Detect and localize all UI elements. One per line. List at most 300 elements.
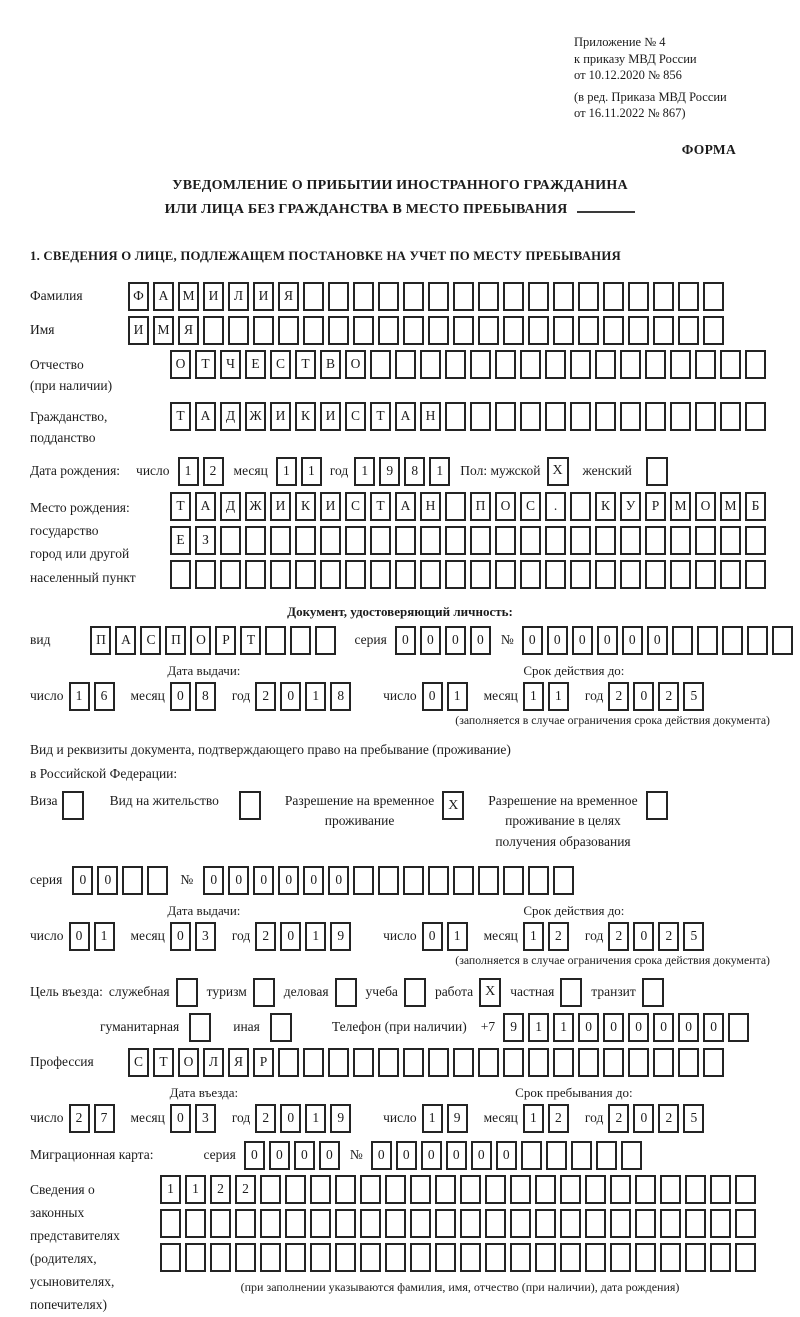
char-cell[interactable]: 2 [255, 922, 276, 951]
char-cell[interactable] [378, 866, 399, 895]
char-cell[interactable]: 9 [503, 1013, 524, 1042]
char-cell[interactable] [570, 526, 591, 555]
char-cell[interactable]: 1 [94, 922, 115, 951]
sex-male-checkbox[interactable]: X [547, 457, 569, 486]
char-cell[interactable]: 0 [203, 866, 224, 895]
char-cell[interactable] [360, 1209, 381, 1238]
char-cell[interactable] [653, 1048, 674, 1077]
char-cell[interactable]: Т [370, 492, 391, 521]
char-cell[interactable] [595, 402, 616, 431]
char-cell[interactable]: И [270, 402, 291, 431]
char-cell[interactable]: 2 [210, 1175, 231, 1204]
char-cell[interactable] [578, 1048, 599, 1077]
char-cell[interactable]: 5 [683, 1104, 704, 1133]
char-cell[interactable] [578, 316, 599, 345]
char-cell[interactable] [445, 492, 466, 521]
char-cell[interactable]: 0 [653, 1013, 674, 1042]
char-cell[interactable]: А [195, 492, 216, 521]
char-cell[interactable]: 2 [658, 1104, 679, 1133]
char-cell[interactable]: 2 [235, 1175, 256, 1204]
char-cell[interactable] [670, 526, 691, 555]
char-cell[interactable] [685, 1175, 706, 1204]
char-cell[interactable] [295, 526, 316, 555]
char-cell[interactable] [495, 560, 516, 589]
char-cell[interactable] [553, 1048, 574, 1077]
char-cell[interactable]: 0 [69, 922, 90, 951]
char-cell[interactable] [620, 350, 641, 379]
char-cell[interactable] [353, 866, 374, 895]
char-cell[interactable] [595, 526, 616, 555]
char-cell[interactable] [603, 1048, 624, 1077]
char-cell[interactable] [270, 560, 291, 589]
char-cell[interactable]: Е [170, 526, 191, 555]
char-cell[interactable]: 8 [404, 457, 425, 486]
char-cell[interactable]: 0 [294, 1141, 315, 1170]
char-cell[interactable] [395, 526, 416, 555]
char-cell[interactable] [695, 560, 716, 589]
char-cell[interactable] [445, 402, 466, 431]
char-cell[interactable] [453, 316, 474, 345]
char-cell[interactable] [585, 1175, 606, 1204]
char-cell[interactable] [478, 282, 499, 311]
char-cell[interactable] [571, 1141, 592, 1170]
char-cell[interactable]: И [253, 282, 274, 311]
char-cell[interactable]: 0 [628, 1013, 649, 1042]
char-cell[interactable]: С [128, 1048, 149, 1077]
char-cell[interactable] [245, 526, 266, 555]
char-cell[interactable]: К [295, 492, 316, 521]
char-cell[interactable]: Б [745, 492, 766, 521]
char-cell[interactable] [495, 402, 516, 431]
char-cell[interactable] [303, 316, 324, 345]
char-cell[interactable] [353, 316, 374, 345]
char-cell[interactable] [528, 866, 549, 895]
char-cell[interactable]: 2 [255, 1104, 276, 1133]
char-cell[interactable]: И [320, 492, 341, 521]
char-cell[interactable] [585, 1209, 606, 1238]
char-cell[interactable]: 0 [496, 1141, 517, 1170]
char-cell[interactable]: Л [203, 1048, 224, 1077]
char-cell[interactable]: Ф [128, 282, 149, 311]
char-cell[interactable] [553, 866, 574, 895]
char-cell[interactable] [435, 1243, 456, 1272]
char-cell[interactable] [328, 282, 349, 311]
char-cell[interactable] [345, 526, 366, 555]
char-cell[interactable]: 0 [280, 1104, 301, 1133]
char-cell[interactable] [570, 560, 591, 589]
char-cell[interactable] [315, 626, 336, 655]
visit-option-humanitarian-checkbox[interactable] [189, 1013, 211, 1042]
char-cell[interactable] [503, 866, 524, 895]
char-cell[interactable]: Н [420, 492, 441, 521]
char-cell[interactable]: 0 [170, 682, 191, 711]
char-cell[interactable] [335, 1175, 356, 1204]
char-cell[interactable]: Т [370, 402, 391, 431]
char-cell[interactable] [610, 1175, 631, 1204]
char-cell[interactable]: 1 [523, 682, 544, 711]
char-cell[interactable]: 0 [603, 1013, 624, 1042]
char-cell[interactable] [720, 350, 741, 379]
char-cell[interactable] [285, 1175, 306, 1204]
char-cell[interactable] [470, 350, 491, 379]
char-cell[interactable]: Т [170, 402, 191, 431]
option-temp-residence-education-checkbox[interactable] [646, 791, 668, 820]
char-cell[interactable]: И [270, 492, 291, 521]
char-cell[interactable]: П [165, 626, 186, 655]
char-cell[interactable] [210, 1209, 231, 1238]
char-cell[interactable]: 1 [301, 457, 322, 486]
char-cell[interactable] [520, 560, 541, 589]
char-cell[interactable] [453, 1048, 474, 1077]
char-cell[interactable] [470, 560, 491, 589]
char-cell[interactable]: 2 [658, 922, 679, 951]
char-cell[interactable] [335, 1243, 356, 1272]
char-cell[interactable]: З [195, 526, 216, 555]
char-cell[interactable]: 1 [553, 1013, 574, 1042]
char-cell[interactable] [628, 316, 649, 345]
char-cell[interactable]: 0 [244, 1141, 265, 1170]
char-cell[interactable] [495, 526, 516, 555]
char-cell[interactable] [510, 1209, 531, 1238]
char-cell[interactable] [635, 1209, 656, 1238]
char-cell[interactable] [310, 1243, 331, 1272]
char-cell[interactable] [320, 526, 341, 555]
char-cell[interactable]: 2 [548, 1104, 569, 1133]
char-cell[interactable] [147, 866, 168, 895]
char-cell[interactable]: 0 [170, 922, 191, 951]
char-cell[interactable]: Н [420, 402, 441, 431]
char-cell[interactable] [185, 1243, 206, 1272]
char-cell[interactable] [720, 560, 741, 589]
char-cell[interactable]: 0 [633, 922, 654, 951]
char-cell[interactable] [403, 316, 424, 345]
char-cell[interactable] [528, 282, 549, 311]
char-cell[interactable]: 0 [547, 626, 568, 655]
char-cell[interactable] [428, 866, 449, 895]
char-cell[interactable] [710, 1175, 731, 1204]
char-cell[interactable] [528, 316, 549, 345]
char-cell[interactable] [453, 866, 474, 895]
char-cell[interactable]: Е [245, 350, 266, 379]
char-cell[interactable]: Р [215, 626, 236, 655]
char-cell[interactable] [570, 492, 591, 521]
char-cell[interactable]: Т [170, 492, 191, 521]
char-cell[interactable] [596, 1141, 617, 1170]
char-cell[interactable] [595, 560, 616, 589]
char-cell[interactable] [410, 1209, 431, 1238]
char-cell[interactable] [320, 560, 341, 589]
char-cell[interactable] [697, 626, 718, 655]
char-cell[interactable] [645, 402, 666, 431]
char-cell[interactable]: 0 [280, 682, 301, 711]
char-cell[interactable] [578, 282, 599, 311]
char-cell[interactable] [278, 1048, 299, 1077]
char-cell[interactable]: Т [195, 350, 216, 379]
char-cell[interactable]: 0 [471, 1141, 492, 1170]
char-cell[interactable]: 0 [253, 866, 274, 895]
char-cell[interactable] [345, 560, 366, 589]
char-cell[interactable] [635, 1175, 656, 1204]
char-cell[interactable]: 1 [305, 1104, 326, 1133]
char-cell[interactable] [445, 350, 466, 379]
char-cell[interactable] [170, 560, 191, 589]
char-cell[interactable] [620, 402, 641, 431]
char-cell[interactable] [370, 560, 391, 589]
char-cell[interactable] [703, 1048, 724, 1077]
char-cell[interactable] [603, 316, 624, 345]
char-cell[interactable]: 9 [330, 1104, 351, 1133]
char-cell[interactable] [420, 350, 441, 379]
char-cell[interactable] [470, 526, 491, 555]
char-cell[interactable]: 1 [422, 1104, 443, 1133]
char-cell[interactable] [645, 526, 666, 555]
char-cell[interactable] [521, 1141, 542, 1170]
char-cell[interactable] [353, 1048, 374, 1077]
char-cell[interactable]: Я [228, 1048, 249, 1077]
char-cell[interactable]: Я [178, 316, 199, 345]
char-cell[interactable]: 3 [195, 922, 216, 951]
char-cell[interactable] [403, 282, 424, 311]
visit-option-commercial-checkbox[interactable] [335, 978, 357, 1007]
char-cell[interactable] [420, 560, 441, 589]
char-cell[interactable] [235, 1209, 256, 1238]
char-cell[interactable] [460, 1175, 481, 1204]
char-cell[interactable]: Ж [245, 492, 266, 521]
char-cell[interactable]: 1 [523, 922, 544, 951]
char-cell[interactable] [703, 316, 724, 345]
char-cell[interactable] [285, 1209, 306, 1238]
char-cell[interactable]: 2 [69, 1104, 90, 1133]
char-cell[interactable] [685, 1209, 706, 1238]
char-cell[interactable]: 8 [195, 682, 216, 711]
char-cell[interactable] [485, 1175, 506, 1204]
char-cell[interactable]: Т [295, 350, 316, 379]
char-cell[interactable] [378, 282, 399, 311]
char-cell[interactable]: П [470, 492, 491, 521]
char-cell[interactable] [185, 1209, 206, 1238]
char-cell[interactable] [728, 1013, 749, 1042]
char-cell[interactable]: 0 [522, 626, 543, 655]
char-cell[interactable] [235, 1243, 256, 1272]
char-cell[interactable]: 0 [396, 1141, 417, 1170]
char-cell[interactable] [503, 282, 524, 311]
char-cell[interactable]: 0 [371, 1141, 392, 1170]
char-cell[interactable] [620, 560, 641, 589]
char-cell[interactable] [735, 1175, 756, 1204]
char-cell[interactable] [478, 1048, 499, 1077]
visit-option-private-checkbox[interactable] [560, 978, 582, 1007]
char-cell[interactable]: 0 [269, 1141, 290, 1170]
char-cell[interactable]: 2 [203, 457, 224, 486]
char-cell[interactable]: Т [240, 626, 261, 655]
char-cell[interactable] [478, 866, 499, 895]
char-cell[interactable]: М [178, 282, 199, 311]
char-cell[interactable] [403, 866, 424, 895]
char-cell[interactable] [303, 282, 324, 311]
char-cell[interactable] [395, 560, 416, 589]
char-cell[interactable]: Р [645, 492, 666, 521]
visit-option-transit-checkbox[interactable] [642, 978, 664, 1007]
char-cell[interactable] [495, 350, 516, 379]
char-cell[interactable] [595, 350, 616, 379]
char-cell[interactable] [210, 1243, 231, 1272]
char-cell[interactable] [328, 316, 349, 345]
char-cell[interactable]: О [495, 492, 516, 521]
char-cell[interactable] [503, 1048, 524, 1077]
char-cell[interactable]: 1 [305, 682, 326, 711]
char-cell[interactable] [435, 1209, 456, 1238]
char-cell[interactable]: А [153, 282, 174, 311]
char-cell[interactable]: О [178, 1048, 199, 1077]
char-cell[interactable] [253, 316, 274, 345]
char-cell[interactable]: 6 [94, 682, 115, 711]
char-cell[interactable]: 5 [683, 922, 704, 951]
char-cell[interactable] [410, 1175, 431, 1204]
char-cell[interactable]: 8 [330, 682, 351, 711]
char-cell[interactable] [385, 1175, 406, 1204]
char-cell[interactable] [428, 282, 449, 311]
char-cell[interactable] [670, 560, 691, 589]
char-cell[interactable]: И [128, 316, 149, 345]
char-cell[interactable] [535, 1243, 556, 1272]
char-cell[interactable]: 0 [633, 682, 654, 711]
char-cell[interactable]: 1 [447, 922, 468, 951]
char-cell[interactable]: А [395, 402, 416, 431]
char-cell[interactable] [628, 1048, 649, 1077]
char-cell[interactable]: М [670, 492, 691, 521]
char-cell[interactable] [720, 526, 741, 555]
char-cell[interactable] [220, 526, 241, 555]
char-cell[interactable]: 9 [379, 457, 400, 486]
char-cell[interactable]: 0 [328, 866, 349, 895]
char-cell[interactable]: 1 [523, 1104, 544, 1133]
char-cell[interactable]: 0 [420, 626, 441, 655]
char-cell[interactable]: 1 [185, 1175, 206, 1204]
char-cell[interactable] [678, 316, 699, 345]
char-cell[interactable]: 9 [447, 1104, 468, 1133]
visit-option-work-checkbox[interactable]: X [479, 978, 501, 1007]
char-cell[interactable] [470, 402, 491, 431]
char-cell[interactable] [478, 316, 499, 345]
char-cell[interactable]: 0 [280, 922, 301, 951]
char-cell[interactable]: О [345, 350, 366, 379]
char-cell[interactable] [510, 1243, 531, 1272]
char-cell[interactable]: 1 [429, 457, 450, 486]
char-cell[interactable] [528, 1048, 549, 1077]
char-cell[interactable] [560, 1243, 581, 1272]
char-cell[interactable] [672, 626, 693, 655]
char-cell[interactable]: 2 [608, 1104, 629, 1133]
char-cell[interactable]: М [153, 316, 174, 345]
char-cell[interactable] [353, 282, 374, 311]
char-cell[interactable] [720, 402, 741, 431]
char-cell[interactable]: 0 [170, 1104, 191, 1133]
char-cell[interactable] [160, 1243, 181, 1272]
char-cell[interactable]: И [203, 282, 224, 311]
char-cell[interactable]: А [195, 402, 216, 431]
char-cell[interactable] [620, 526, 641, 555]
char-cell[interactable] [628, 282, 649, 311]
char-cell[interactable]: 1 [528, 1013, 549, 1042]
char-cell[interactable] [745, 560, 766, 589]
char-cell[interactable]: О [170, 350, 191, 379]
char-cell[interactable]: Р [253, 1048, 274, 1077]
char-cell[interactable] [385, 1209, 406, 1238]
char-cell[interactable] [245, 560, 266, 589]
char-cell[interactable] [260, 1175, 281, 1204]
char-cell[interactable]: 1 [69, 682, 90, 711]
char-cell[interactable] [260, 1209, 281, 1238]
char-cell[interactable] [745, 350, 766, 379]
option-residence-permit-checkbox[interactable] [239, 791, 261, 820]
char-cell[interactable] [228, 316, 249, 345]
char-cell[interactable] [610, 1209, 631, 1238]
char-cell[interactable]: 0 [422, 682, 443, 711]
char-cell[interactable]: С [520, 492, 541, 521]
char-cell[interactable] [310, 1209, 331, 1238]
char-cell[interactable] [278, 316, 299, 345]
char-cell[interactable] [428, 1048, 449, 1077]
char-cell[interactable]: П [90, 626, 111, 655]
char-cell[interactable] [747, 626, 768, 655]
char-cell[interactable]: 9 [330, 922, 351, 951]
char-cell[interactable] [328, 1048, 349, 1077]
char-cell[interactable]: А [395, 492, 416, 521]
char-cell[interactable]: С [270, 350, 291, 379]
char-cell[interactable]: О [190, 626, 211, 655]
sex-female-checkbox[interactable] [646, 457, 668, 486]
char-cell[interactable] [265, 626, 286, 655]
char-cell[interactable]: И [320, 402, 341, 431]
char-cell[interactable] [570, 402, 591, 431]
char-cell[interactable]: В [320, 350, 341, 379]
char-cell[interactable]: 0 [97, 866, 118, 895]
char-cell[interactable]: С [345, 402, 366, 431]
char-cell[interactable] [203, 316, 224, 345]
char-cell[interactable] [603, 282, 624, 311]
char-cell[interactable] [445, 526, 466, 555]
option-visa-checkbox[interactable] [62, 791, 84, 820]
option-temp-residence-checkbox[interactable]: X [442, 791, 464, 820]
char-cell[interactable]: . [545, 492, 566, 521]
char-cell[interactable] [660, 1243, 681, 1272]
char-cell[interactable]: 1 [276, 457, 297, 486]
char-cell[interactable]: 7 [94, 1104, 115, 1133]
visit-option-other-checkbox[interactable] [270, 1013, 292, 1042]
char-cell[interactable] [460, 1243, 481, 1272]
char-cell[interactable] [310, 1175, 331, 1204]
char-cell[interactable] [485, 1209, 506, 1238]
char-cell[interactable] [660, 1209, 681, 1238]
char-cell[interactable]: Я [278, 282, 299, 311]
char-cell[interactable] [460, 1209, 481, 1238]
char-cell[interactable] [745, 526, 766, 555]
char-cell[interactable]: К [595, 492, 616, 521]
char-cell[interactable]: Ч [220, 350, 241, 379]
char-cell[interactable] [420, 526, 441, 555]
char-cell[interactable] [570, 350, 591, 379]
char-cell[interactable] [503, 316, 524, 345]
char-cell[interactable]: 0 [228, 866, 249, 895]
char-cell[interactable]: Д [220, 402, 241, 431]
char-cell[interactable] [560, 1175, 581, 1204]
char-cell[interactable] [660, 1175, 681, 1204]
char-cell[interactable] [428, 316, 449, 345]
char-cell[interactable] [703, 282, 724, 311]
char-cell[interactable] [122, 866, 143, 895]
visit-option-business-checkbox[interactable] [176, 978, 198, 1007]
char-cell[interactable]: Л [228, 282, 249, 311]
